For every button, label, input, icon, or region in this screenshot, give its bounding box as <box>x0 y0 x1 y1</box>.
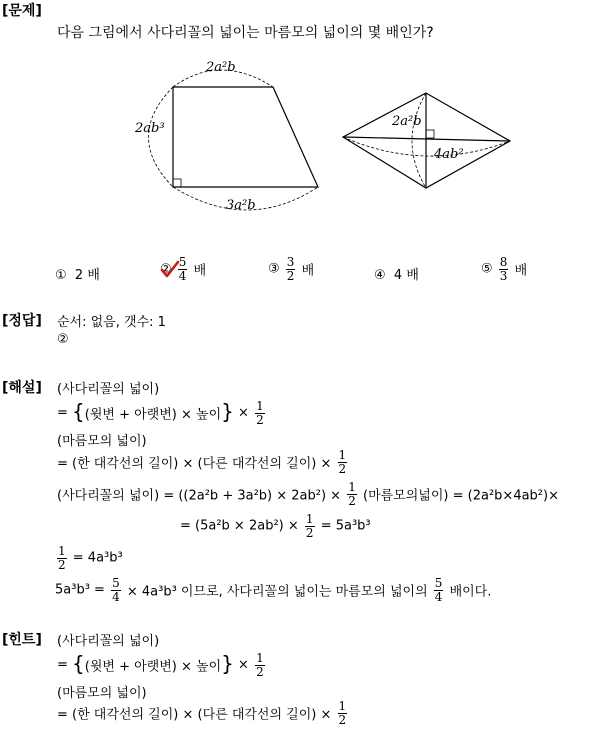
expl-line-4: = (한 대각선의 길이) × (다른 대각선의 길이) × $\frac{1}{2}$ <box>57 448 347 476</box>
problem-label: [문제] <box>2 3 42 19</box>
option-2-num-bottom: 4 <box>178 268 187 283</box>
expl-line-1: (사다리꼴의 넓이) <box>57 382 160 397</box>
option-5-bottom: 3 <box>499 268 508 283</box>
option-4-unit: 배 <box>406 268 419 283</box>
option-5[interactable] <box>481 256 527 282</box>
option-1[interactable] <box>55 264 100 283</box>
option-3-bottom: 2 <box>286 268 295 283</box>
checkmark-icon <box>160 260 180 278</box>
option-5-top: 8 <box>499 255 508 269</box>
rhombus-long-label: 4ab² <box>434 147 464 162</box>
option-4-value: 4 <box>393 268 403 283</box>
option-3-unit: 배 <box>301 263 315 279</box>
trap-height-label: 2ab³ <box>135 121 165 136</box>
expl-line-3: (마름모의 넓이) <box>57 434 147 449</box>
rhombus-right-angle <box>426 130 434 138</box>
option-3[interactable] <box>268 256 314 282</box>
answer-value: ② <box>57 332 69 347</box>
explanation-label: [해설] <box>2 380 42 396</box>
question-text: 다음 그림에서 사다리꼴의 넓이는 마름모의 넓이의 몇 배인가? <box>57 25 434 41</box>
option-1-num: ① <box>55 268 67 283</box>
option-2-num: ② <box>160 261 172 277</box>
hint-line-2: = {(윗변 + 아랫변) × 높이} × $\frac{1}{2}$ <box>57 651 264 679</box>
expl-line-7: $\frac{1}{2}$ = 4a³b³ <box>58 544 123 572</box>
expl-line-6: = (5a²b × 2ab²) × $\frac{1}{2}$ = 5a³b³ <box>180 512 371 540</box>
hint-line-4: = (한 대각선의 길이) × (다른 대각선의 길이) × $\frac{1}{2}$ <box>57 699 347 727</box>
trap-top-label: 2a²b <box>206 60 236 75</box>
option-3-top: 3 <box>286 255 295 269</box>
trapezoid-right-angle <box>173 179 181 187</box>
hint-line-1: (사다리꼴의 넓이) <box>57 634 160 649</box>
expl-line-2-inner: (윗변 + 아랫변) × 높이 <box>84 407 222 423</box>
option-1-value: 2 <box>74 268 84 283</box>
option-2[interactable] <box>160 256 206 282</box>
answer-label: [정답] <box>2 313 42 329</box>
hint-label: [힌트] <box>2 632 42 648</box>
option-3-num: ③ <box>268 261 280 277</box>
trapezoid-shape <box>173 87 318 187</box>
rhombus-short-label: 2a²b <box>392 114 422 129</box>
expl-line-5: (사다리꼴의 넓이) = ((2a²b + 3a²b) × 2ab²) × $\frac{1}{2}$ (마름모의넓이) = (2a²b×4ab²)× <box>57 480 559 508</box>
option-1-unit: 배 <box>87 268 100 283</box>
option-4[interactable] <box>374 264 419 283</box>
option-5-unit: 배 <box>514 263 528 279</box>
option-4-num: ④ <box>374 268 386 283</box>
hint-line-3: (마름모의 넓이) <box>57 686 147 701</box>
option-2-unit: 배 <box>193 263 207 279</box>
trap-bottom-label: 3a²b <box>226 198 256 213</box>
option-2-num-top: 5 <box>178 255 187 269</box>
expl-line-2: = {(윗변 + 아랫변) × 높이} × $\frac{1}{2}$ <box>57 399 264 427</box>
answer-meta: 순서: 없음, 갯수: 1 <box>57 315 166 330</box>
problem-figure <box>130 55 520 220</box>
option-5-num: ⑤ <box>481 261 493 277</box>
expl-line-8: 5a³b³ = $\frac{5}{4}$ × 4a³b³ 이므로, 사다리꼴의 넓이는 마름모의 넓이의 $\frac{5}{4}$ 배이다. <box>55 576 492 604</box>
